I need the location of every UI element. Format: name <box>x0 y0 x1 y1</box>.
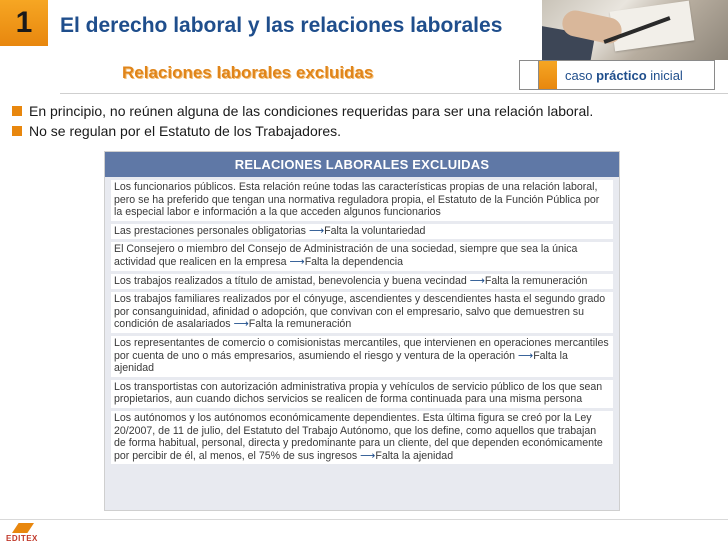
row-text: Las prestaciones personales obligatorias <box>114 224 306 237</box>
table-heading: RELACIONES LABORALES EXCLUIDAS <box>105 152 619 177</box>
chapter-number-badge <box>0 0 48 46</box>
header-photo <box>542 0 728 60</box>
row-text: Los funcionarios públicos. Esta relación reúne todas las características propias de una relación laboral, pero se ha preferido que tengan una normativa reguladora propia, el Estatuto de la Función Pública por la especial labor e información a la que acceden algunos funcionarios <box>114 181 600 219</box>
table-row <box>111 336 613 377</box>
excluded-relations-table <box>104 151 620 511</box>
row-text: Los representantes de comercio o comisionistas mercantiles, que intervienen en operaciones mercantiles por cuenta de uno o más empresarios, asumiendo el riesgo y ventura de la operación <box>114 336 609 362</box>
editex-logo: EDITEX <box>6 523 46 543</box>
table-row <box>111 224 613 240</box>
page-title: El derecho laboral y las relaciones laborales <box>60 14 503 37</box>
row-text: Los transportistas con autorización administrativa propia y vehículos de servicio público de los que sean propietarios, aun cuando dichos servicios se realicen de forma continuada para una misma persona <box>114 380 603 406</box>
table-body <box>111 180 613 467</box>
arrow-right-icon: ⟶ <box>469 274 485 287</box>
header-divider <box>60 93 728 94</box>
section-title: Relaciones laborales excluidas <box>122 63 374 82</box>
table-row <box>111 411 613 464</box>
row-result: Falta la voluntariedad <box>324 224 426 237</box>
badge-accent <box>520 61 539 89</box>
row-text: Los autónomos y los autónomos económicamente dependientes. Esta última figura se creó por la Ley 20/2007, de 11 de julio, del Estatuto del Trabajo Autónomo, que los define, como aquellos que trabajan de forma habitual, personal, directa y predominante para un cliente, del que dependen económicamente por percibir de él, al menos, el 75% de sus ingresos <box>114 411 603 462</box>
bullet-item: No se regulan por el Estatuto de los Trabajadores. <box>12 121 593 141</box>
row-result: Falta la dependencia <box>304 255 404 268</box>
row-text: Los trabajos familiares realizados por el cónyuge, ascendientes y descendientes hasta el segundo grado por consanguinidad, afinidad o adopción, que convivan con el empresario, salvo que demuestren su condición de asalariados <box>114 293 606 331</box>
table-row <box>111 180 613 221</box>
row-result: Falta la remuneración <box>248 318 352 331</box>
row-result: Falta la ajenidad <box>375 449 454 462</box>
row-result: Falta la ajenidad <box>114 349 568 375</box>
table-row <box>111 292 613 333</box>
table-row <box>111 274 613 290</box>
chapter-number: 1 <box>15 6 33 39</box>
bullet-square-icon <box>12 126 22 136</box>
badge-bar <box>539 61 557 89</box>
arrow-right-icon: ⟶ <box>518 349 534 362</box>
bullet-item: En principio, no reúnen alguna de las condiciones requeridas para ser una relación laboral. <box>12 101 593 121</box>
caso-practico-badge[interactable] <box>519 60 715 90</box>
row-text: El Consejero o miembro del Consejo de Administración de una sociedad, siempre que sea la única actividad que realicen en la empresa <box>114 243 578 268</box>
table-row <box>111 380 613 408</box>
row-result: Falta la remuneración <box>484 274 588 287</box>
footer-divider <box>0 519 728 520</box>
badge-label: caso práctico inicial <box>565 68 683 83</box>
arrow-right-icon: ⟶ <box>289 255 305 268</box>
bullet-list <box>12 101 593 141</box>
arrow-right-icon: ⟶ <box>360 449 376 462</box>
bullet-square-icon <box>12 106 22 116</box>
arrow-right-icon: ⟶ <box>233 318 249 331</box>
arrow-right-icon: ⟶ <box>308 224 325 237</box>
table-row <box>111 242 613 270</box>
row-text: Los trabajos realizados a título de amistad, benevolencia y buena vecindad <box>114 274 467 287</box>
